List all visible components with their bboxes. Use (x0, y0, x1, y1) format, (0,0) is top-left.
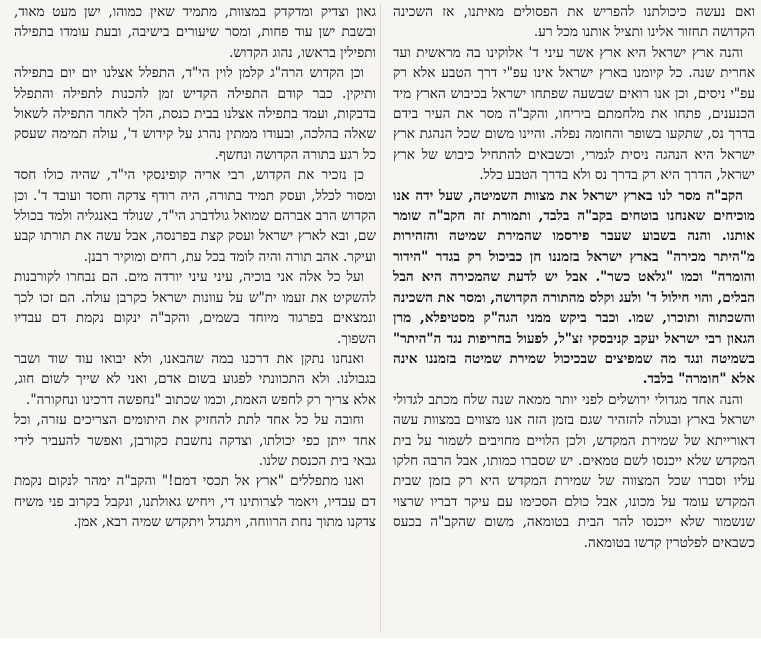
bold-paragraph: הקב"ה מסר לנו בארץ ישראל את מצוות השמיטה, שעל ידה אנו מוכיחים שאנחנו בוטחים בקב"ה בלבד, ותמורת זה הקב"ה שומר אותנו. והנה בשבוע שעבר פירסמו שהמירת שמיטה והזהירות מ"היתר מכירה" בארץ ישראל בזמננו חן כביכול רק בגדר "הידור והומרה" וכמו "גלאט כשר". אבל יש לדעת שהמכירה היא הבל הבלים, והוי חילול ד' ולעג וקלס מהתורה הקדושה, ומסר את השכינה והשכתוה ותוכרו, שמו. וכבר ביקש ממני הגה"ק מסטיפלא, מרן הגאון רבי ישראל יעקב קניבסקי זצ"ל, לפעול בחריפות נגד ה"היתר" בשמיטה ונגד מה שמפיצים שבכיכול שמירת שמיטה בזמננו אינה אלא "חומרה" בלבד. (393, 187, 755, 388)
paragraph: וכן הקדוש הרה"ג קלמן לוין הי"ד, התפלל אצלנו יום יום בתפילה ותיקין. כבר קודם התפילה הקדיש זמן להכנות לתפילה והתפלל בדבקות, ועמד בתפילה אצלנו בבית כנסת, הלך לאחר התפילה לשאול שאלה בהלכה, ובעודו ממתין נהרג על קידוש ד', עולה תמימה שעסק כל רגע בתורה הקדושה ונחשף. (14, 65, 376, 163)
paragraph: כן נזכיר את הקדוש, רבי אריה קופינסקי הי"ד, שהיה כולו חסד ומסור לכלל, ועסק תמיד בתורה, היה רודף צדקה וחסד ועובד ד'. וכן הקדוש הרב אברהם שמואל גולדברג הי"ד, שנולד באנגליה ולמד בכולל שם, ובא לארץ ישראל ועסק קצת בפרנסה, אבל עשה את תורתו קבע ועיקר. אהב תורה והיה לומד בכל עת, רחים ומוקיר רבנן. (14, 167, 376, 265)
column-divider (380, 4, 381, 632)
paragraph: וחובה על כל אחד לתת להחזיק את היתומים הצריכים עזרה, וכל אחד ייתן כפי יכולתו, וצדקה נחשבת כקורבן, ואפשר להעביר לידי גבאי בית הכנסת שלנו. (14, 412, 376, 469)
paragraph: ואנחנו נתקן את דרכנו במה שהבאנו, ולא יבואו עוד שוד ושבר בגבולנו. ולא התכוונתי לפגוע בשום אדם, ואני לא שייך לשום חוג, אלא צריך רק לחפש האמת, וכמו שכתוב "נחפשה דרכינו ונחקורה". (14, 350, 376, 408)
paragraph: והנה ארץ ישראל היא ארץ אשר עיני ד' אלוקינו בה מראשית ועד אחרית שנה. כל קיומנו בארץ ישראל אינו עפ"י דרך הטבע אלא רק עפ"י ניסים, וכן אנו רואים שבשעה שפתחו ישראל בכיבוש הארץ מיד הכנענים, פתחו את מלחמתם ביריחו, והקב"ה מסר את העיר בידם בדרך נס, שתקעו בשופר והחומה נפלה. והיינו משום שכל הנהגת ארץ ישראל היא הנהגה ניסית לגמרי, וכשבאים להתחיל כיבוש של ארץ ישראל, הדרך היא רק בדרך נס ולא בדרך הטבע כלל. (393, 44, 755, 184)
paragraph: ועל כל אלה אני בוכיה, עיני עיני יורדה מים. הם נבחרו לקורבנות להשקיט את זעמו ית"ש על עוונות ישראל כקרבן עולה. הם זכו לכך ונמצאים בפרגוד מיוחד בשמים, והקב"ה ינקום נקמת דם עבדיו השפוך. (14, 269, 376, 347)
paragraph: ואנו מתפללים "ארץ אל תכסי דמם!" והקב"ה ימהר לנקום נקמת דם עבדיו, ויאמר לצרותינו די, ויחיש גאולתנו, ונקבל בקרוב פני משיח צדקנו מתוך נחת הרווחה, ויתגדל ויתקדש שמיה רבא, אמן. (14, 473, 376, 531)
right-column (393, 2, 755, 634)
paragraph: ואם נעשה כיכולתנו להפריש את הפסולים מאיתנו, אז השכינה הקדושה תחזור אלינו ותציל אותנו מכל רע. (393, 4, 755, 41)
left-column (14, 2, 376, 634)
bottom-margin (0, 638, 761, 647)
paragraph: גאון וצדיק ומדקדק במצוות, מתמיד שאין כמוהו, ישן מעט מאוד, ובשבת ישן עוד פחות, ומסר שיעורים בישיבה, ובעת עומדו בתפילה ותפילין בראשו, נהוג הקדוש. (14, 4, 376, 61)
paragraph: והנה אחד מגדולי ירושלים לפני יותר ממאה שנה שלח מכתב לגדולי ישראל בארץ ובגולה להזהיר שגם בזמן הזה אנו מצווים במצוות עשה דאורייתא של שמירת המקדש, ולכן הלויים מחויבים לשמור על בית המקדש שלא ייכנסו לשם טמאים. יש שסברו כמותו, אבל הרבה חלקו עליו וסברו שכל המצווה של שמירת המקדש היא רק בזמן שבית המקדש עומד על מכונו, אבל כולם הסכימו עם עיקר דבריו שרצוי שנשמור שלא ייכנסו להר הבית בטומאה, משום שהקב"ה בכעס כשבאים לפלטרין קדשו בטומאה. (393, 391, 755, 551)
